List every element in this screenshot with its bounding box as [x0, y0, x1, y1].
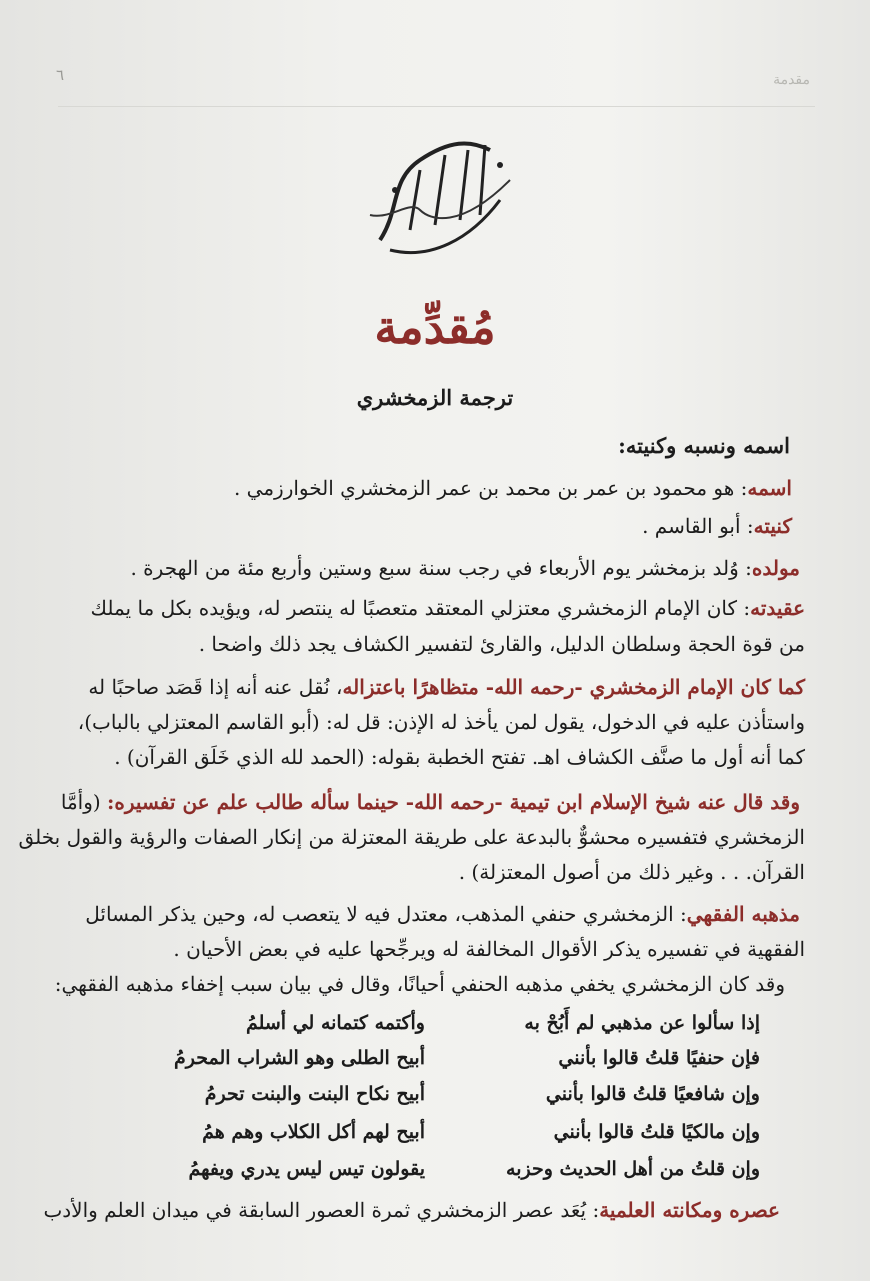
header-divider [58, 92, 815, 107]
poem-left-2: أبيح الطلى وهو الشراب المحرمُ [173, 1047, 425, 1069]
basmala-calligraphy-icon [350, 120, 530, 270]
name-label: اسمه [747, 476, 792, 500]
name-text: : هو محمود بن عمر بن محمد بن عمر الزمخشري الخوارزمي . [233, 476, 748, 500]
fiqh-line-2: الفقهية في تفسيره يذكر الأقوال المخالفة له ويرجِّحها عليه في بعض الأحيان . [173, 937, 805, 961]
poem-left-4: أبيح لهم أكل الكلاب وهم همُ [202, 1121, 425, 1143]
birth-text: : وُلد بزمخشر يوم الأربعاء في رجب سنة سبع وستين وأربع مئة من الهجرة . [130, 556, 752, 580]
paragraph-3-line-2: الزمخشري فتفسيره محشوٌّ بالبدعة على طريقة المعتزلة من إنكار الصفات والرؤية والقول بخلق [18, 825, 805, 849]
poem-left-1: وأكتمه كتمانه لي أسلمُ [245, 1012, 425, 1034]
paragraph-3-line-3: القرآن. . . وغير ذلك من أصول المعتزلة) . [458, 860, 805, 884]
paragraph-3-red: وقد قال عنه شيخ الإسلام ابن تيمية -رحمه الله- حينما سأله طالب علم عن تفسيره: [107, 790, 800, 814]
poem-right-5: وإن قلتُ من أهل الحديث وحزبه [506, 1158, 760, 1180]
kunya-label: كنيته [753, 514, 792, 538]
paragraph-2-line-2: واستأذن عليه في الدخول، يقول لمن يأخذ له الإذن: قل له: (أبو القاسم المعتزلي بالباب)، [77, 710, 805, 734]
paragraph-2-line-3: كما أنه أول ما صنَّف الكشاف اهـ. تفتح الخطبة بقوله: (الحمد لله الذي خَلَق القرآن) . [114, 745, 805, 769]
poem-right-3: وإن شافعيًا قلتُ قالوا بأنني [545, 1083, 760, 1105]
creed-text: : كان الإمام الزمخشري معتزلي المعتقد متعصبًا له ينتصر له، ويؤيده بكل ما يملك [90, 596, 751, 620]
poem-left-3: أبيح نكاح البنت والبنت تحرمُ [204, 1083, 425, 1105]
paragraph-3-rest: (وأمَّا [60, 790, 101, 814]
creed-line-2: من قوة الحجة وسلطان الدليل، والقارئ لتفسير الكشاف يجد ذلك واضحا . [198, 632, 805, 656]
era-line [43, 1196, 780, 1224]
kunya-line [60, 512, 792, 540]
era-text: : يُعَد عصر الزمخشري ثمرة العصور السابقة في ميدان العلم والأدب [43, 1198, 600, 1222]
birth-label: مولده [751, 556, 800, 580]
poem-right-2: فإن حنفيًا قلتُ قالوا بأنني [558, 1047, 760, 1069]
section-heading-name: اسمه ونسبه وكنيته: [618, 433, 790, 458]
fiqh-label: مذهبه الفقهي [686, 902, 800, 926]
fiqh-line-3: وقد كان الزمخشري يخفي مذهبه الحنفي أحيانًا، وقال في بيان سبب إخفاء مذهبه الفقهي: [54, 972, 785, 996]
page-subtitle: ترجمة الزمخشري [356, 385, 514, 410]
paragraph-2-line-1 [60, 673, 805, 701]
era-label: عصره ومكانته العلمية [599, 1198, 780, 1222]
poem-right-4: وإن مالكيًا قلتُ قالوا بأنني [553, 1121, 760, 1143]
poem-right-1: إذا سألوا عن مذهبي لم أَبُحْ به [524, 1012, 760, 1034]
paragraph-2-rest: ، نُقل عنه أنه إذا قَصَد صاحبًا له [88, 675, 343, 699]
fiqh-line-1 [60, 900, 800, 928]
kunya-text: : أبو القاسم . [642, 514, 754, 538]
fiqh-text: : الزمخشري حنفي المذهب، معتدل فيه لا يتعصب له، وحين يذكر المسائل [85, 902, 687, 926]
paragraph-2-red: كما كان الإمام الزمخشري -رحمه الله- متظاهرًا باعتزاله [342, 675, 805, 699]
name-line [60, 474, 792, 502]
paragraph-3-line-1 [60, 788, 800, 816]
page-title: مُقدِّمة [374, 300, 496, 354]
running-header: مقدمة [773, 72, 810, 88]
birth-line [60, 554, 800, 582]
poem-left-5: يقولون تيس ليس يدري ويفهمُ [188, 1158, 425, 1180]
page-number: ٦ [56, 66, 65, 84]
creed-line-1 [60, 594, 805, 622]
creed-label: عقيدته [750, 596, 805, 620]
